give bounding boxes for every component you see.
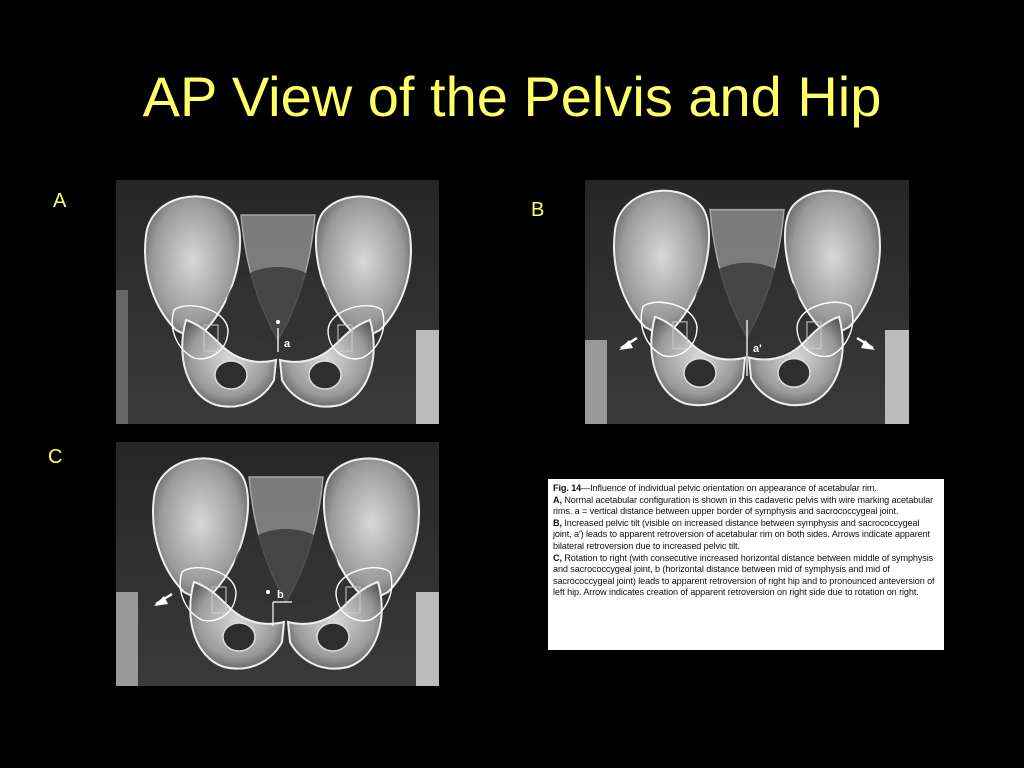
caption-b-key: B, bbox=[553, 517, 562, 528]
caption-c-text: Rotation to right (with consecutive increased horizontal distance between middle of symphysis and sacrococcygeal joint, b (horizontal distance between mid of symphysis and mid of sacrococcygeal joint) leads to apparent retroversion of right hip and to pronounced anteversion of left hip. Arrow indicates creation of apparent retroversion on right side due to rotation on right. bbox=[553, 552, 935, 598]
caption-a-text: Normal acetabular configuration is shown in this cadaveric pelvis with wire marking acetabular rims. a = vertical distance between upper border of symphysis and sacrococcygeal joint. bbox=[553, 494, 934, 517]
caption-a-key: A, bbox=[553, 494, 562, 505]
panel-label-c: C bbox=[48, 446, 63, 468]
panel-label-b: B bbox=[531, 199, 545, 221]
marker-b: b bbox=[277, 589, 284, 601]
xray-panel-a bbox=[116, 180, 439, 424]
caption-intro: —Influence of individual pelvic orientation on appearance of acetabular rim. bbox=[581, 483, 877, 493]
caption-b-text: Increased pelvic tilt (visible on increased distance between symphysis and sacrococcygeal joint, a′) leads to apparent retroversion of acetabular rim on both sides. Arrows indicate apparent bilateral retroversion due to increased pelvic tilt. bbox=[553, 517, 930, 551]
marker-a: a bbox=[284, 338, 291, 350]
marker-a-prime: a' bbox=[753, 343, 762, 355]
xray-panel-c bbox=[116, 442, 439, 686]
figure-caption bbox=[548, 479, 944, 650]
xray-panel-b bbox=[585, 180, 909, 424]
panel-label-a: A bbox=[53, 190, 67, 212]
caption-fig-label: Fig. 14 bbox=[553, 483, 582, 493]
caption-c-key: C, bbox=[553, 552, 562, 563]
slide-title: AP View of the Pelvis and Hip bbox=[142, 65, 882, 128]
